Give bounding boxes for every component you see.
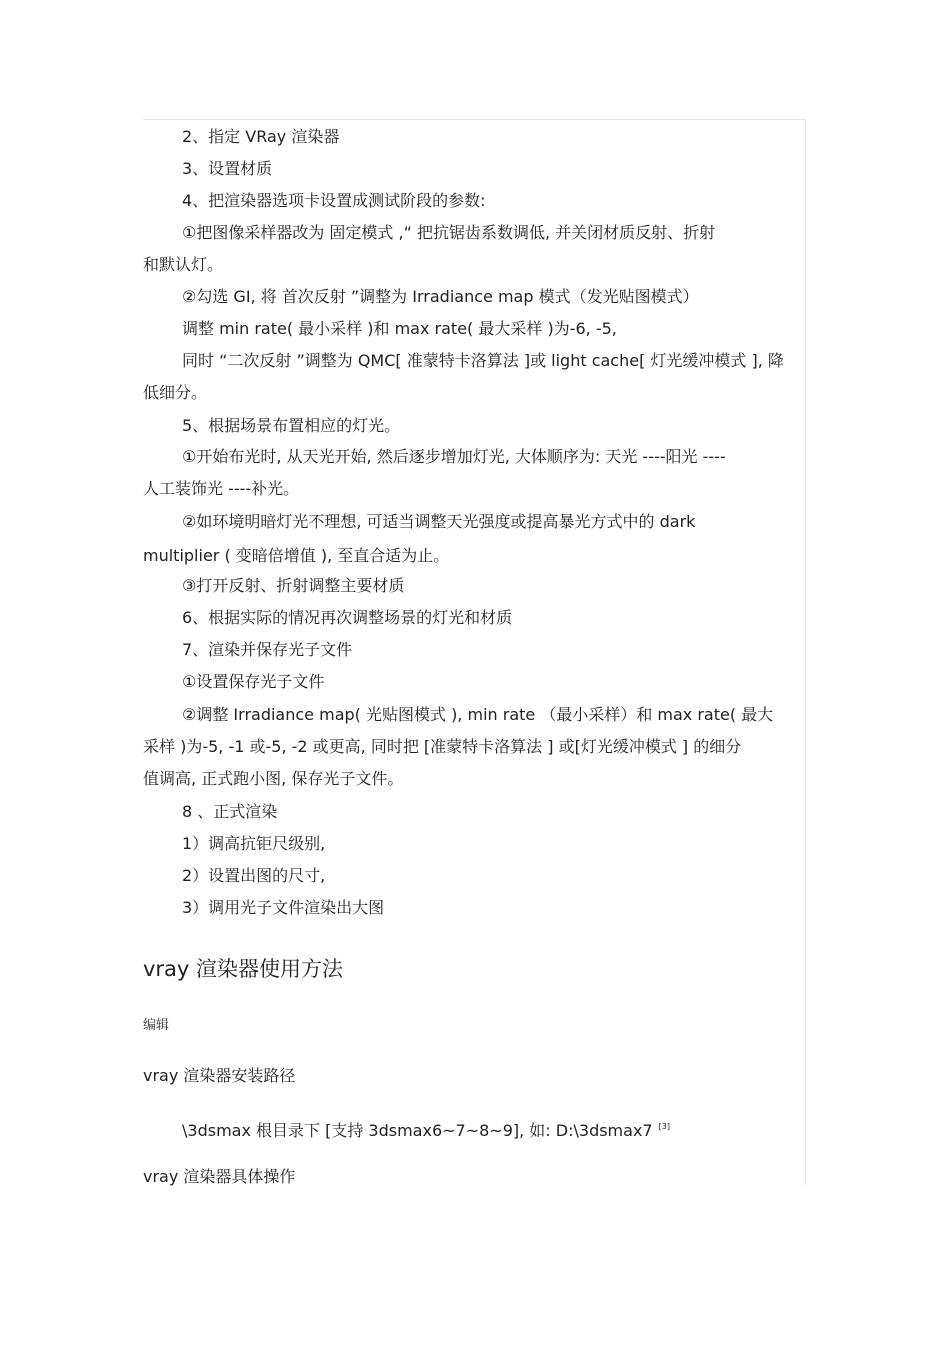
- install-path-text: \3dsmax 根目录下 [支持 3dsmax6~7~8~9], 如: D:\3dsmax7: [182, 1121, 653, 1140]
- citation-link[interactable]: [3]: [658, 1122, 670, 1131]
- text-line: 3、设置材质: [182, 159, 273, 178]
- text-line: 4、把渲染器选项卡设置成测试阶段的参数:: [182, 191, 486, 210]
- install-path-line: [143, 1121, 806, 1141]
- text-line: 1）调高抗钜尺级别,: [182, 834, 326, 853]
- text-line: 人工装饰光 ----补光。: [143, 479, 300, 498]
- text-line: 同时 “二次反射 ”调整为 QMC[ 准蒙特卡洛算法 ]或 light cache[ 灯光缓冲模式 ], 降: [182, 351, 784, 370]
- text-line: 和默认灯。: [143, 255, 224, 274]
- text-line: 2、指定 VRay 渲染器: [182, 127, 340, 146]
- text-line: 低细分。: [143, 383, 208, 402]
- operation-label: vray 渲染器具体操作: [143, 1167, 296, 1186]
- text-line: multiplier ( 变暗倍增值 ), 至直合适为止。: [143, 546, 450, 565]
- text-line: 2）设置出图的尺寸,: [182, 866, 326, 885]
- text-line: ①把图像采样器改为 固定模式 ,“ 把抗锯齿系数调低, 并关闭材质反射、折射: [182, 223, 716, 242]
- text-line: 调整 min rate( 最小采样 )和 max rate( 最大采样 )为-6, -5,: [182, 319, 617, 338]
- text-line: 3）调用光子文件渲染出大图: [182, 898, 385, 917]
- text-line: ①开始布光时, 从天光开始, 然后逐步增加灯光, 大体顺序为: 天光 ----阳光 ----: [182, 447, 726, 466]
- section-title: vray 渲染器使用方法: [143, 957, 344, 981]
- text-line: ②如环境明暗灯光不理想, 可适当调整天光强度或提高暴光方式中的 dark: [182, 512, 696, 531]
- text-line: ①设置保存光子文件: [182, 672, 325, 691]
- text-line: 5、根据场景布置相应的灯光。: [182, 416, 401, 435]
- text-line: 7、渲染并保存光子文件: [182, 640, 353, 659]
- text-line: 6、根据实际的情况再次调整场景的灯光和材质: [182, 608, 513, 627]
- text-line: 8 、正式渲染: [182, 802, 278, 821]
- text-line: ②调整 Irradiance map( 光贴图模式 ), min rate （最小采样）和 max rate( 最大: [182, 705, 774, 724]
- text-line: 采样 )为-5, -1 或-5, -2 或更高, 同时把 [准蒙特卡洛算法 ] 或[灯光缓冲模式 ] 的细分: [143, 737, 742, 756]
- install-path-label: vray 渲染器安装路径: [143, 1066, 296, 1085]
- text-line: ③打开反射、折射调整主要材质: [182, 576, 405, 595]
- edit-link[interactable]: 编辑: [143, 1018, 170, 1033]
- text-line: 值调高, 正式跑小图, 保存光子文件。: [143, 769, 404, 788]
- text-line: ②勾选 GI, 将 首次反射 ”调整为 Irradiance map 模式（发光贴图模式）: [182, 287, 699, 306]
